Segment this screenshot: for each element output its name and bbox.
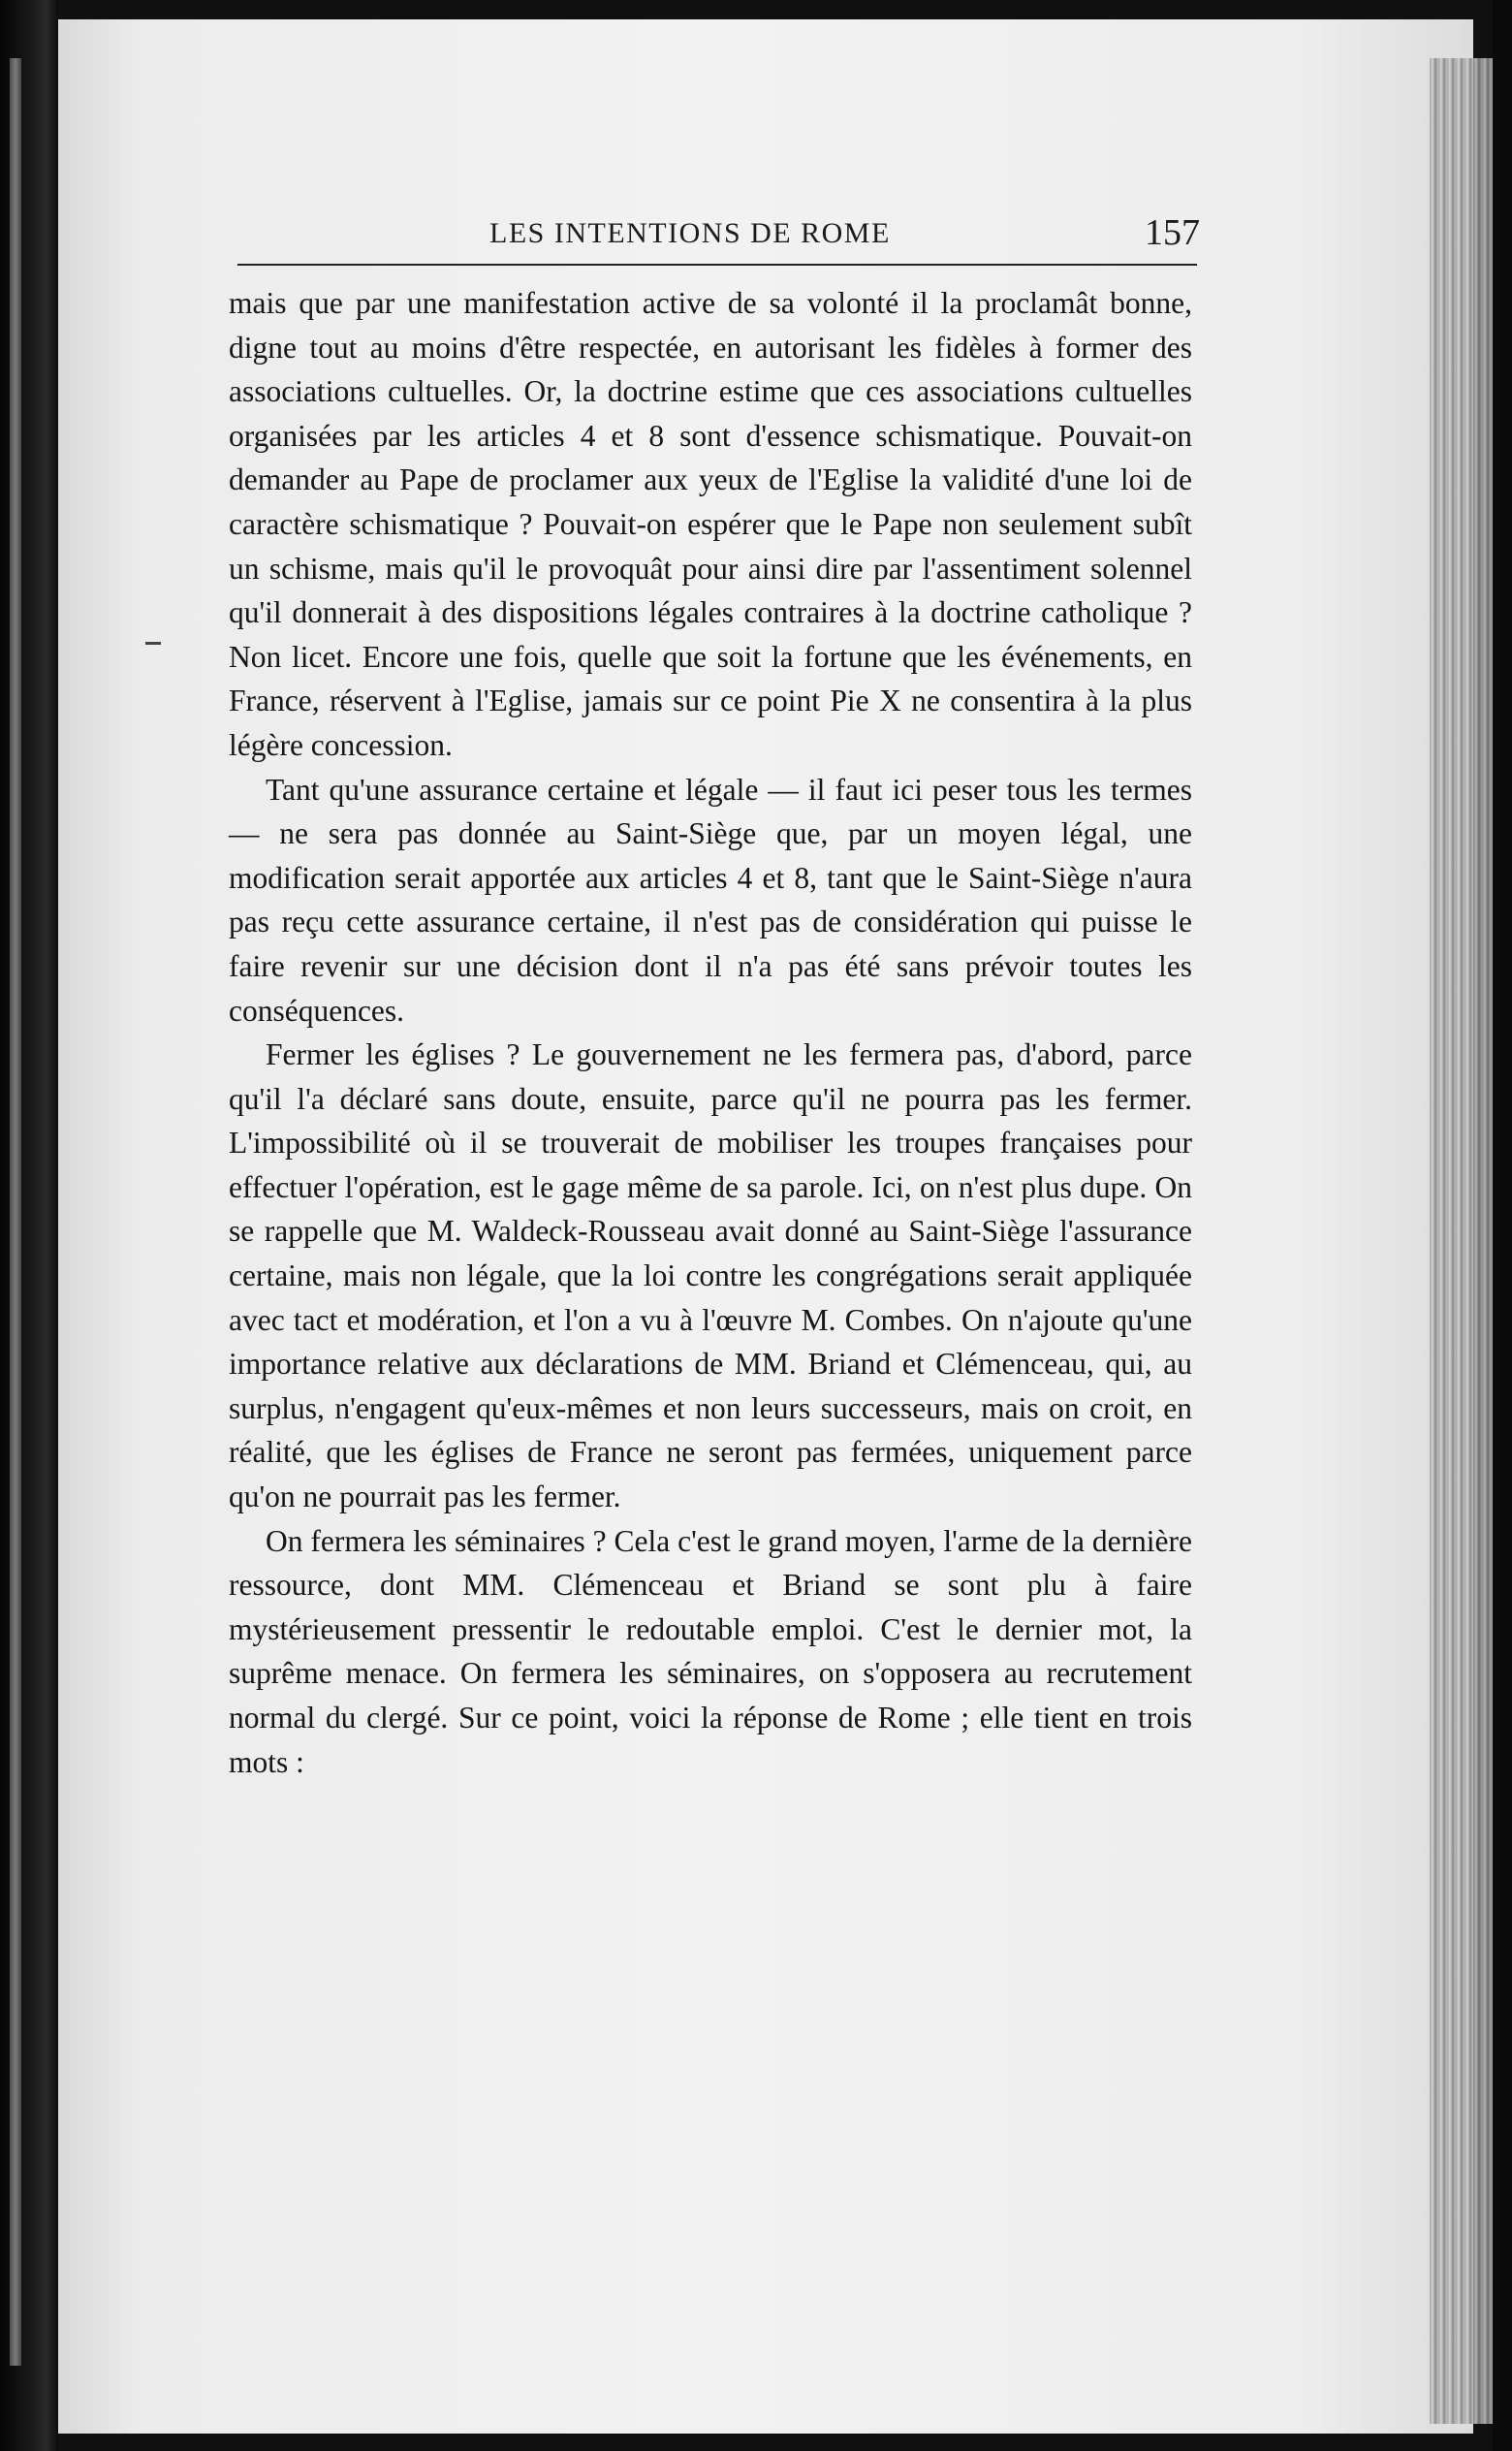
paragraph-3: Fermer les églises ? Le gouvernement ne les fermera pas, d'abord, parce qu'il l'a déclaré sans doute, ensuite, parce qu'il ne pourra pas les fermer. L'impossibilité où il se trouverait de mobiliser les troupes françaises pour effectuer l'opération, est le gage même de sa parole. Ici, on n'est plus dupe. On se rappelle que M. Waldeck-Rousseau avait donné au Saint-Siège l'assurance certaine, mais non légale, que la loi contre les congrégations serait appliquée avec tact et modération, et l'on a vu à l'œuvre M. Combes. On n'ajoute qu'une importance relative aux déclarations de MM. Briand et Clémenceau, qui, au surplus, n'engagent qu'eux-mêmes et non leurs successeurs, mais on croit, en réalité, que les églises de France ne seront pas fermées, uniquement parce qu'on ne pourrait pas les fermer.	[229, 1037, 1192, 1514]
page-number: 157	[1145, 212, 1200, 253]
paragraph-4: On fermera les séminaires ? Cela c'est le grand moyen, l'arme de la dernière ressource, dont MM. Clémenceau et Briand se sont plu à faire mystérieusement pressentir le redoutable emploi. C'est le dernier mot, la suprême menace. On fermera les séminaires, on s'opposera au recrutement normal du clergé. Sur ce point, voici la réponse de Rome ; elle tient en trois mots :	[229, 1523, 1192, 1779]
margin-mark	[145, 642, 161, 645]
header-rule	[237, 264, 1197, 266]
paragraph-2: Tant qu'une assurance certaine et légale — il faut ici peser tous les termes — ne sera pas donnée au Saint-Siège que, par un moyen légal, une modification serait apportée aux articles 4 et 8, tant que le Saint-Siège n'aura pas reçu cette assurance certaine, il n'est pas de considération qui puisse le faire revenir sur une décision dont il n'a pas été sans prévoir toutes les conséquences.	[229, 772, 1192, 1028]
page-header	[233, 211, 1202, 260]
binding-strip	[10, 58, 21, 2366]
book-spine-shadow	[0, 0, 58, 2451]
body-text	[229, 281, 1192, 1784]
scan-border-right	[1493, 0, 1512, 2451]
paragraph-1: mais que par une manifestation active de sa volonté il la proclamât bonne, digne tout au moins d'être respectée, en autorisant les fidèles à former des associations cultuelles. Or, la doctrine estime que ces associations cultuelles organisées par les articles 4 et 8 sont d'essence schismatique. Pouvait-on demander au Pape de proclamer aux yeux de l'Eglise la validité d'une loi de caractère schismatique ? Pouvait-on espérer que le Pape non seulement subît un schisme, mais qu'il le provoquât pour ainsi dire par l'assentiment solennel qu'il donnerait à des dispositions légales contraires à la doctrine catholique ? Non licet. Encore une fois, quelle que soit la fortune que les événements, en France, réservent à l'Eglise, jamais sur ce point Pie X ne consentira à la plus légère concession.	[229, 286, 1192, 762]
running-head: LES INTENTIONS DE ROME	[489, 217, 891, 249]
